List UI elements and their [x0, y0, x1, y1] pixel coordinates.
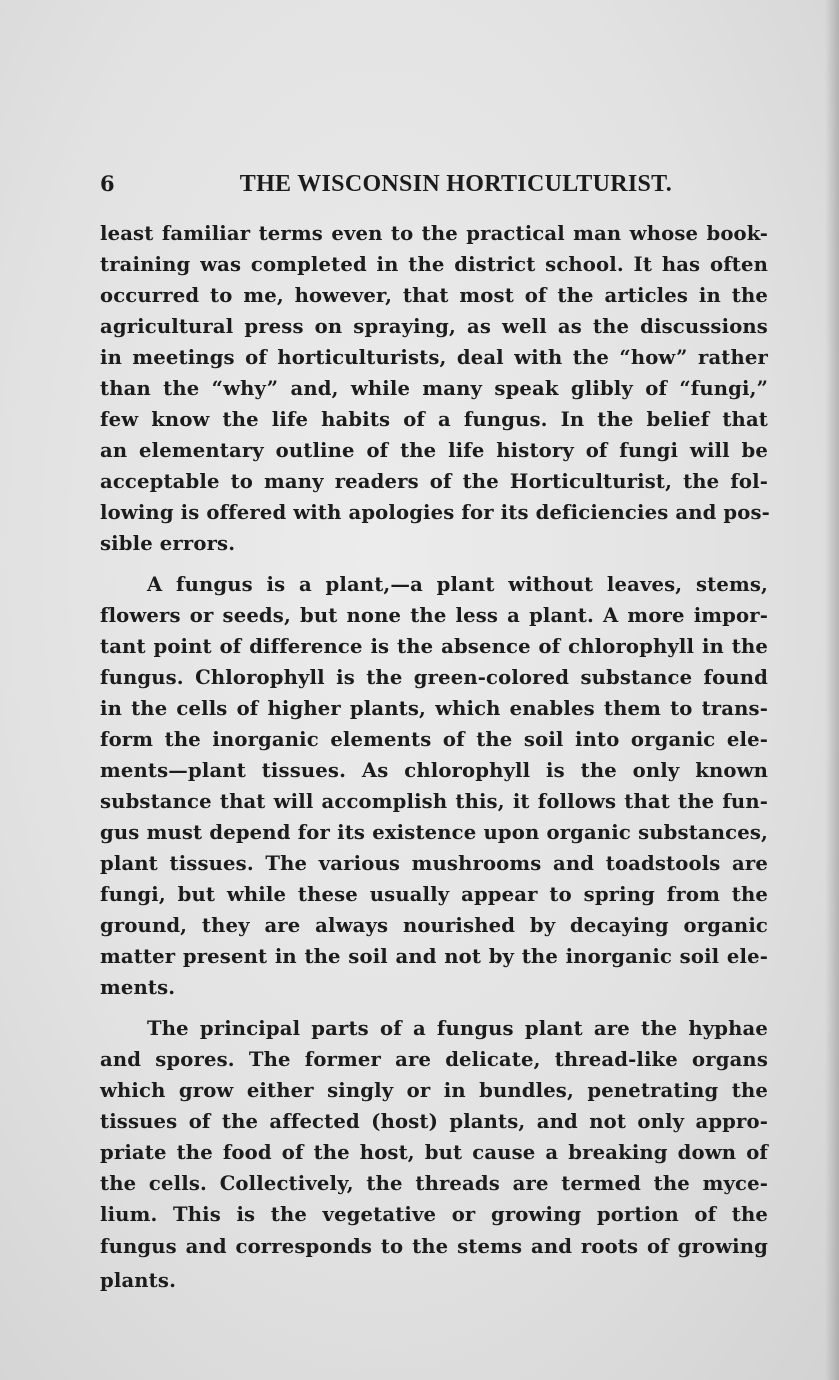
text-line: lowing is offered with apologies for its deficiencies and pos- — [100, 501, 770, 524]
text-line: acceptable to many readers of the Horticulturist, the fol- — [100, 470, 768, 493]
text-line: matter present in the soil and not by the inorganic soil ele- — [100, 945, 768, 968]
paragraph-gap — [100, 559, 768, 569]
text-line: form the inorganic elements of the soil into organic ele- — [100, 728, 768, 751]
text-line: an elementary outline of the life history of fungi will be — [100, 439, 768, 462]
text-line: least familiar terms even to the practical man whose book- — [100, 222, 768, 245]
text-line: flowers or seeds, but none the less a plant. A more impor- — [100, 604, 768, 627]
text-line: substance that will accomplish this, it follows that the fun- — [100, 790, 768, 813]
paragraph-3 — [100, 1013, 768, 1298]
text-line: plant tissues. The various mushrooms and toadstools are — [100, 852, 768, 875]
page-number: 6 — [100, 171, 115, 196]
text-line: than the “why” and, while many speak glibly of “fungi,” — [100, 377, 768, 400]
paragraph-1 — [100, 218, 768, 559]
text-line: in the cells of higher plants, which enables them to trans- — [100, 697, 768, 720]
page-header — [100, 168, 672, 204]
running-title: THE WISCONSIN HORTICULTURIST. — [239, 171, 672, 197]
text-line: training was completed in the district school. It has often — [100, 253, 768, 276]
text-line: fungi, but while these usually appear to spring from the — [100, 883, 768, 906]
text-line: gus must depend for its existence upon organic substances, — [100, 821, 768, 844]
text-line: and spores. The former are delicate, thread-like organs — [100, 1048, 768, 1071]
text-line: tissues of the affected (host) plants, and not only appro- — [100, 1110, 768, 1133]
text-line: lium. This is the vegetative or growing portion of the — [100, 1203, 768, 1226]
text-line: the cells. Collectively, the threads are termed the myce- — [100, 1172, 768, 1195]
text-line: which grow either singly or in bundles, penetrating the — [100, 1079, 768, 1102]
text-line: tant point of difference is the absence of chlorophyll in the — [100, 635, 768, 658]
text-line: sible errors. — [100, 532, 236, 555]
text-line: occurred to me, however, that most of the articles in the — [100, 284, 768, 307]
text-line: ments. — [100, 976, 176, 999]
text-line: A fungus is a plant,—a plant without leaves, stems, — [147, 573, 768, 596]
text-line: few know the life habits of a fungus. In the belief that — [100, 408, 768, 431]
text-line: priate the food of the host, but cause a breaking down of — [100, 1141, 768, 1164]
text-line: The principal parts of a fungus plant are the hyphae — [147, 1017, 768, 1040]
body-text — [100, 218, 768, 1298]
text-line: fungus. Chlorophyll is the green-colored substance found — [100, 666, 768, 689]
text-line: ments—plant tissues. As chlorophyll is the only known — [100, 759, 768, 782]
page-edge-shadow — [825, 0, 839, 1380]
text-line: ground, they are always nourished by decaying organic — [100, 914, 768, 937]
text-line: fungus and corresponds to the stems and roots of growing — [100, 1235, 768, 1258]
text-line: plants. — [100, 1269, 177, 1292]
paragraph-2 — [100, 569, 768, 1003]
text-line: agricultural press on spraying, as well as the discussions — [100, 315, 768, 338]
text-line: in meetings of horticulturists, deal with the “how” rather — [100, 346, 768, 369]
paragraph-gap — [100, 1003, 768, 1013]
